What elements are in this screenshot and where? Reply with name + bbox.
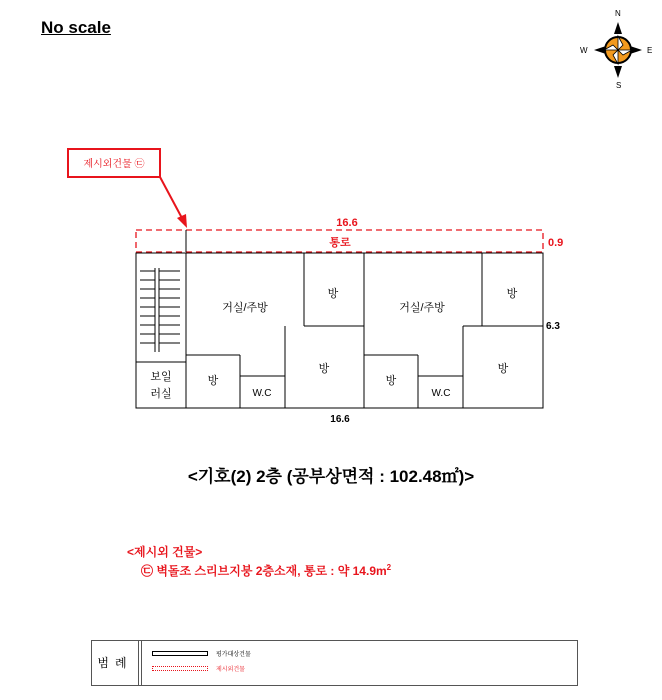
callout-arrowhead-icon [177, 214, 187, 228]
wall-lines [136, 253, 543, 408]
legend-title: 범례 [97, 656, 133, 670]
compass-e-label: E [647, 46, 653, 55]
boiler-room-label-2: 러실 [150, 388, 172, 400]
staircase [140, 268, 180, 352]
plan-caption: <기호(2) 2층 (공부상면적 : 102.48㎡)> [187, 467, 475, 486]
room-1-top-label: 방 [327, 288, 339, 300]
living-kitchen-2-label: 거실/주방 [399, 302, 445, 314]
legend-annex-building-symbol [152, 666, 208, 671]
living-kitchen-1-label: 거실/주방 [222, 302, 268, 314]
corridor-label: 통로 [329, 237, 351, 249]
legend-divider [141, 641, 142, 685]
bottom-width-label: 16.6 [330, 414, 350, 425]
compass-n-label: N [615, 9, 621, 18]
boiler-room-label-1: 보일 [150, 371, 172, 383]
room-2-small-label: 방 [385, 375, 397, 387]
annex-building-title: <제시외 건물> [127, 545, 203, 559]
legend-target-building-label: 평가대상건물 [216, 652, 251, 658]
legend-annex-building-label: 제시외건물 [216, 667, 245, 673]
room-2-mid-label: 방 [497, 363, 509, 375]
room-2-top-label: 방 [506, 288, 518, 300]
no-scale-label: No scale [41, 18, 111, 37]
legend-target-building-symbol [152, 651, 208, 656]
corridor-depth-label: 0.9 [548, 237, 564, 249]
depth-label: 6.3 [546, 321, 560, 332]
compass-s-label: S [616, 81, 622, 90]
corridor-width-label: 16.6 [336, 217, 358, 229]
wc-1-label: W.C [252, 388, 272, 399]
legend-divider [138, 641, 139, 685]
legend-box [91, 640, 578, 686]
compass-w-label: W [580, 46, 588, 55]
room-1-mid-label: 방 [318, 363, 330, 375]
callout-label: 제시외건물 ㉢ [83, 159, 145, 170]
callout-arrow-line [160, 177, 183, 220]
wc-2-label: W.C [431, 388, 451, 399]
annex-building-note: ㉢ 벽돌조 스리브지붕 2층소재, 통로 : 약 $14.9m^2$ [141, 563, 392, 578]
room-1-small-label: 방 [207, 375, 219, 387]
